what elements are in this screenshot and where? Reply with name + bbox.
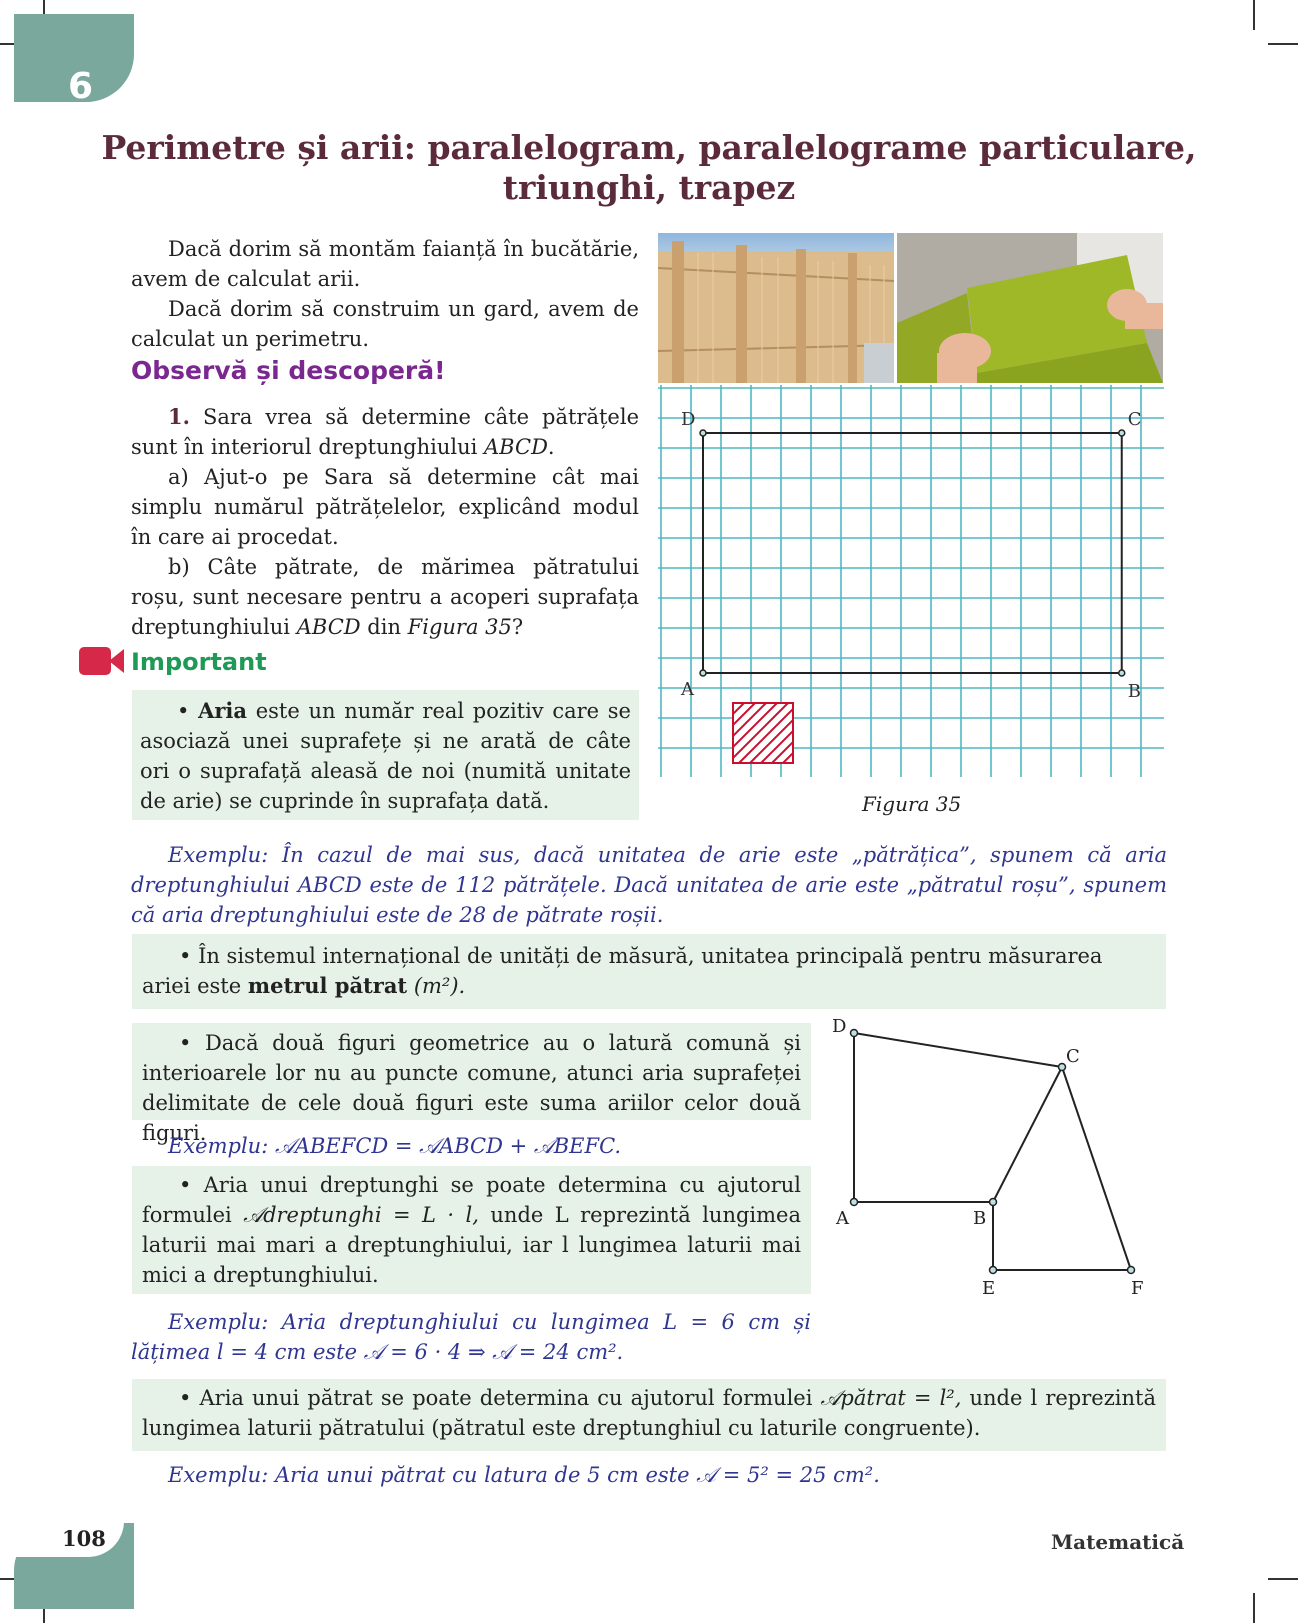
hatch-line [673,703,733,763]
square-area-text: Aria unui pătrat se poate determina cu ajutorul formulei [199,1386,813,1410]
square-area-text: unde l reprezintă lungimea laturii pătratului (pătratul este dreptunghiul cu laturile congruente). [142,1386,1156,1440]
rectangle-name: ABCD [484,435,548,459]
segment-fc [1062,1067,1131,1270]
si-unit-box: • În sistemul internațional de unități de măsură, unitatea principală pentru măsurarea ariei este metrul pătrat (m²). [132,934,1166,1009]
label-a: A [836,1208,849,1229]
rectangle-area-text: unde L reprezintă lungimea laturii mai mari a dreptunghiului, iar l lungimea laturii mai mici a dreptunghiului. [142,1203,801,1287]
exercise-1: 1. Sara vrea să determine câte pătrățele sunt în interiorul dreptunghiului ABCD. a) Ajut-o pe Sara să determine cât mai simplu numărul pătrățelelor, explicând modul în care ai procedat. b) Câte pătrate, de mărimea pătratului roșu, sunt necesare pentru a acoperi suprafața dreptunghiului ABCD din Figura 35? [131,404,639,639]
important-heading: Important [131,648,267,676]
label-d: D [832,1016,847,1037]
rectangle-name: ABCD [297,873,362,897]
label-b: B [1127,681,1141,702]
rectangle-area-text: Aria unui dreptunghi se poate determina cu ajutorul formulei [142,1173,801,1227]
example-label: Exemplu: [168,843,269,867]
figure-35-caption: Figura 35 [862,792,962,816]
point-d [700,430,706,436]
intro-text [131,234,639,354]
intro-paragraph: Dacă dorim să construim un gard, avem de calculat un perimetru. [131,297,639,351]
figure-35 [658,385,1164,777]
fence-photo [658,233,894,383]
label-f: F [1131,1278,1144,1299]
point-e [990,1267,997,1274]
example-text: Aria unui pătrat cu latura de 5 cm este 𝒜 = 5² = 25 cm². [274,1463,880,1487]
example-4 [131,1460,1167,1490]
square-area-box: • Aria unui pătrat se poate determina cu ajutorul formulei 𝒜pătrat = l², unde l reprezintă lungimea laturii pătratului (pătratul este dreptunghiul cu laturile congruente). [132,1379,1166,1451]
rectangle-name: ABCD [296,615,361,639]
red-square [733,703,793,763]
polygon-diagram [820,1010,1170,1310]
rectangle-formula: 𝒜dreptunghi = L · l, [243,1203,479,1227]
from-word: din [367,615,401,639]
segment-dc [854,1033,1062,1067]
example-formula: 𝒜ABEFCD = 𝒜ABCD + 𝒜BEFC. [274,1134,622,1158]
page-title [100,128,1198,208]
area-sum-text: Dacă două figuri geometrice au o latură comună și interioarele lor nu au puncte comune, atunci aria suprafeței delimitate de cele două figuri este suma ariilor celor două figuri. [142,1031,802,1145]
example-label: Exemplu: [168,1134,269,1158]
example-text: În cazul de mai sus, dacă unitatea de arie este „pătrățica”, spunem că aria dreptunghiului [131,843,1167,897]
example-label: Exemplu: [168,1310,269,1334]
point-c [1059,1064,1066,1071]
point-c [1119,430,1125,436]
question-mark: ? [511,615,524,639]
label-c: C [1066,1046,1080,1067]
area-sum-box: • Dacă două figuri geometrice au o latură comună și interioarele lor nu au puncte comune, atunci aria suprafeței delimitate de cele două figuri este suma ariilor celor două figuri. [132,1023,811,1120]
title-line-1: Perimetre și arii: paralelogram, paralelograme particulare, [101,128,1197,167]
exercise-part-a: a) Ajut-o pe Sara să determine cât mai simplu numărul pătrățelelor, explicând modul în care ai procedat. [131,465,639,549]
observe-heading: Observă și descoperă! [131,356,446,385]
crop-mark [1268,43,1298,45]
important-icon [79,645,124,677]
polygon-figure [820,1010,1170,1310]
example-1 [131,840,1167,930]
si-term: metrul pătrat [247,973,408,998]
subject-name: Matematică [1051,1530,1185,1554]
tile-photo [897,233,1163,383]
rectangle-area-box: • Aria unui dreptunghi se poate determina cu ajutorul formulei 𝒜dreptunghi = L · l, unde L reprezintă lungimea laturii mai mari a dreptunghiului, iar l lungimea laturii mai mici a dreptunghiului. [132,1166,811,1294]
label-c: C [1127,409,1142,430]
aria-definition-box [132,690,639,820]
label-e: E [982,1278,996,1299]
example-text: Aria dreptunghiului cu lungimea L = 6 cm și lățimea l = 4 cm este 𝒜 = 6 · 4 ⇒ 𝒜 = 24 cm². [131,1310,811,1364]
grid-figure [658,385,1164,777]
point-b [1119,670,1125,676]
title-line-2: triunghi, trapez [502,168,796,207]
chapter-number: 6 [68,66,94,107]
example-text: este de 112 pătrățele. Dacă unitatea de arie este „pătratul roșu”, spunem că aria dreptunghiului este de 28 de pătrate roșii. [131,873,1167,927]
si-text: În sistemul internațional de unități de măsură, unitatea principală pentru măsurarea ariei este [142,944,1103,998]
point-d [851,1030,858,1037]
exercise-number: 1. [168,404,190,429]
rectangle-abcd [703,433,1122,673]
figure-reference: Figura 35 [407,615,512,639]
example-3 [131,1307,811,1367]
segment-bc [993,1067,1062,1202]
exercise-part-b: b) Câte pătrate, de mărimea pătratului roșu, sunt necesare pentru a acoperi suprafața dreptunghiului [131,555,639,639]
square-formula: 𝒜pătrat = l², [820,1386,962,1410]
label-d: D [681,409,696,430]
crop-mark [1253,0,1255,30]
example-2 [131,1131,811,1161]
intro-paragraph: Dacă dorim să montăm faianță în bucătărie, avem de calculat arii. [131,237,639,291]
crop-mark [1253,1593,1255,1623]
aria-term: Aria [198,698,248,723]
si-unit: (m²). [413,974,466,998]
point-b [990,1199,997,1206]
crop-mark [1268,1578,1298,1580]
exercise-text: Sara vrea să determine câte pătrățele sunt în interiorul dreptunghiului [131,405,639,459]
label-a: A [681,679,694,700]
page-number: 108 [62,1526,106,1551]
bullet: • [177,699,190,723]
point-a [700,670,706,676]
point-a [851,1199,858,1206]
point-f [1128,1267,1135,1274]
label-b: B [973,1208,987,1229]
example-label: Exemplu: [168,1463,269,1487]
aria-definition: este un număr real pozitiv care se asociază unei suprafețe și ne arată de câte ori o suprafață aleasă de noi (numită unitate de arie) se cuprinde în suprafața dată. [140,699,631,813]
